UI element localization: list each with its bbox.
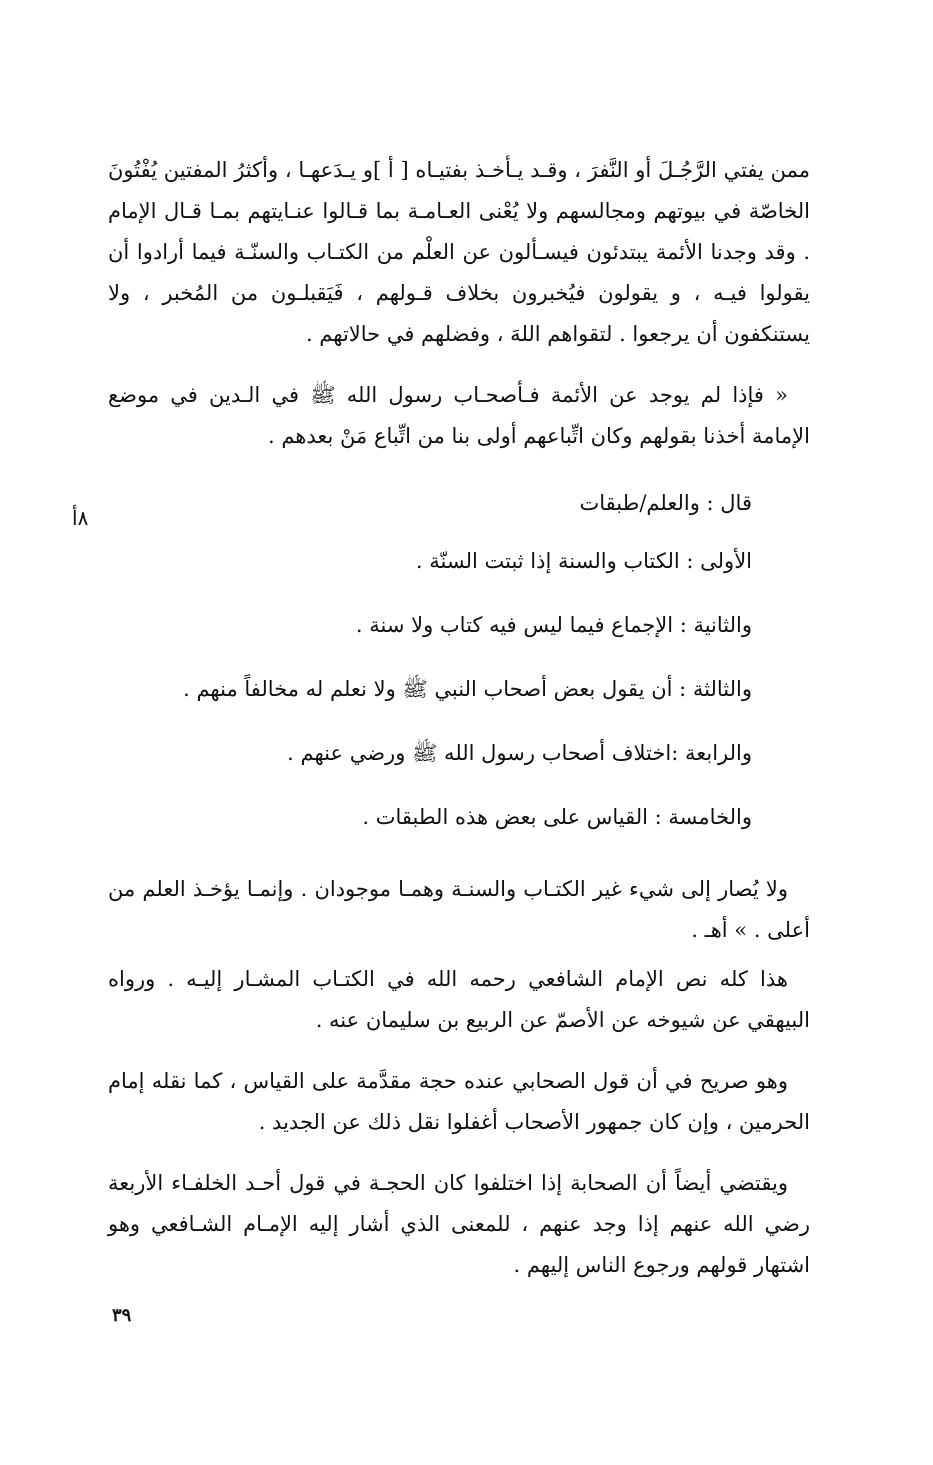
layer-item-second: والثانية : الإجماع فيما ليس فيه كتاب ولا سنة .: [355, 613, 752, 637]
page-number: ٣٩: [112, 1305, 132, 1326]
page-body: [108, 150, 810, 1306]
paragraph-four-caliphs: ويقتضي أيضاً أن الصحابة إذا اختلفوا كان الحجـة في قول أحـد الخلفـاء الأربعة رضي الله عنهم إذا وجد عنهم ، للمعنى الذي أشار إليه الإمـام الشـافعي وهو اشتهار قولهم ورجوع الناس إليهم .: [108, 1171, 810, 1277]
layer-item-first: الأولى : الكتاب والسنة إذا ثبتت السنّة .: [415, 549, 752, 573]
paragraph-companions: « فإذا لم يوجد عن الأئمة فـأصحـاب رسول الله ﷺ في الـدين في موضع الإمامة أخذنا بقولهم وكان اتِّباعهم أولى بنا من اتِّباع مَنْ بعدهم .: [108, 383, 810, 448]
layer-item-fifth: والخامسة : القياس على بعض هذه الطبقات .: [362, 805, 752, 829]
paragraph-continuation: ممن يفتي الرَّجُـلَ أو النَّفرَ ، وقـد يـأخـذ بفتيـاه [ أ ]و يـدَعهـا ، وأكثرُ المفتين يُفْتُونَ الخاصّة في بيوتهم ومجالسهم ولا يُعْنى العـامـة بما قـالوا عنـايتهم بمـا قـال الإمام . وقد وجدنا الأئمة يبتدئون فيسـألون عن العلْم من الكتـاب والسنّـة فيما أرادوا أن يقولوا فيـه ، و يقولون فيُخبرون بخلاف قـولهم ، فَيَقبلـون من المُخبر ، ولا يستنكفون أن يرجعوا . لتقواهم اللهَ ، وفضلهم في حالاتهم .: [108, 158, 810, 346]
layer-item-fourth: والرابعة :اختلاف أصحاب رسول الله ﷺ ورضي عنهم .: [287, 741, 752, 765]
paragraph-no-other-source: ولا يُصار إلى شيء غير الكتـاب والسنـة وهمـا موجودان . وإنمـا يؤخـذ العلم من أعلى . » أهـ .: [108, 877, 810, 942]
layers-list: [108, 477, 810, 849]
paragraph-companion-proof: وهو صريح في أن قول الصحابي عنده حجة مقدَّمة على القياس ، كما نقله إمام الحرمين ، وإن كان جمهور الأصحاب أغفلوا نقل ذلك عن الجديد .: [108, 1069, 810, 1134]
margin-folio-note: ٨أ: [72, 506, 89, 530]
paragraph-shafii-text: هذا كله نص الإمام الشافعي رحمه الله في الكتـاب المشـار إليـه . ورواه البيهقي عن شيوخه عن الأصمّ عن الربيع بن سليمان عنه .: [108, 967, 810, 1032]
layers-heading: قال : والعلم/طبقات: [579, 491, 752, 515]
layer-item-third: والثالثة : أن يقول بعض أصحاب النبي ﷺ ولا نعلم له مخالفاً منهم .: [183, 677, 752, 701]
